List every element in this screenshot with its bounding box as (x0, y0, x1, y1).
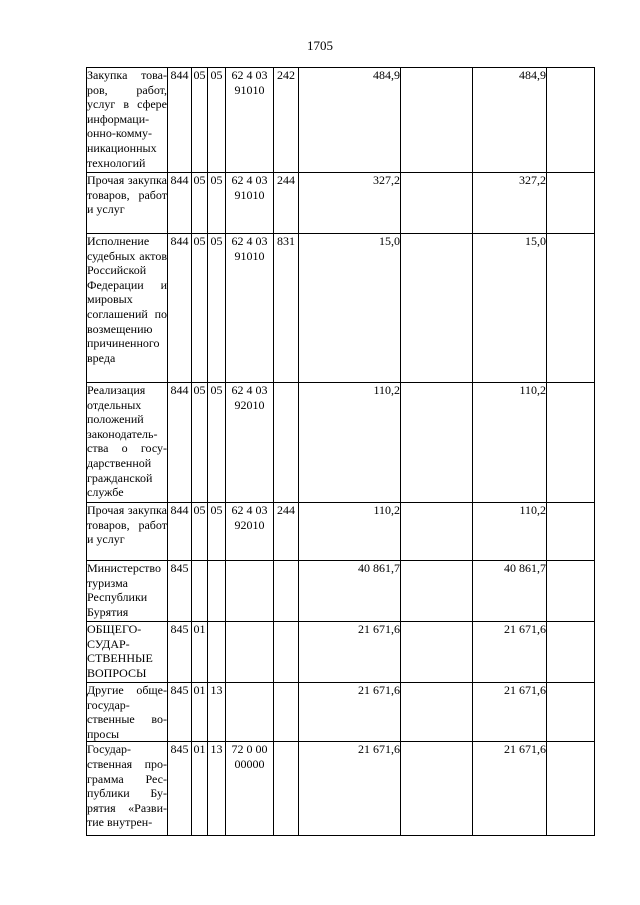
amount-extra (401, 503, 473, 561)
amount-last (547, 622, 595, 683)
section-code: 05 (192, 234, 208, 383)
table-row (87, 173, 595, 234)
subsection-code: 13 (208, 683, 226, 742)
target-article: 62 4 03 91010 (226, 234, 274, 383)
target-article (226, 561, 274, 622)
expense-type: 244 (274, 503, 299, 561)
row-name: Прочая закупка товаров, работ и услуг (87, 503, 168, 561)
ministry-code: 844 (168, 173, 192, 234)
expense-type (274, 683, 299, 742)
target-article: 62 4 03 91010 (226, 68, 274, 173)
expense-type (274, 742, 299, 836)
target-article (226, 683, 274, 742)
table-body (87, 68, 595, 836)
amount-total: 21 671,6 (473, 683, 547, 742)
amount-total: 484,9 (473, 68, 547, 173)
ministry-code: 844 (168, 503, 192, 561)
table-row (87, 742, 595, 836)
ministry-code: 844 (168, 383, 192, 503)
subsection-code: 05 (208, 68, 226, 173)
expense-type (274, 622, 299, 683)
amount: 110,2 (299, 503, 401, 561)
expense-type: 244 (274, 173, 299, 234)
table-row (87, 383, 595, 503)
amount: 15,0 (299, 234, 401, 383)
table-row (87, 683, 595, 742)
amount-total: 327,2 (473, 173, 547, 234)
section-code: 05 (192, 383, 208, 503)
amount-extra (401, 622, 473, 683)
ministry-code: 845 (168, 622, 192, 683)
target-article: 72 0 00 00000 (226, 742, 274, 836)
row-name: Государственная программа Республики Бурятия «Развитие внутрен- (87, 742, 168, 836)
subsection-code: 05 (208, 383, 226, 503)
expense-type (274, 383, 299, 503)
amount-total: 21 671,6 (473, 622, 547, 683)
section-code: 01 (192, 742, 208, 836)
row-name: Другие общегосударственные вопросы (87, 683, 167, 741)
ministry-code: 845 (168, 742, 192, 836)
row-name: Исполнение судебных актов Российской Федерации и мировых соглашений по возмещению причиненного вреда (87, 234, 168, 383)
amount-last (547, 683, 595, 742)
amount-total: 21 671,6 (473, 742, 547, 836)
expense-type: 831 (274, 234, 299, 383)
ministry-code: 845 (168, 683, 192, 742)
amount: 40 861,7 (299, 561, 401, 622)
amount-last (547, 742, 595, 836)
amount-total: 15,0 (473, 234, 547, 383)
section-code: 01 (192, 622, 208, 683)
budget-table (86, 67, 595, 836)
amount-last (547, 68, 595, 173)
table-row (87, 503, 595, 561)
row-name: Закупка товаров, работ, услуг в сфере информационно-коммуникационных технологий (87, 68, 168, 173)
amount-total: 110,2 (473, 383, 547, 503)
row-name: Министерство туризма Республики Бурятия (87, 561, 168, 622)
amount-extra (401, 68, 473, 173)
amount-total: 40 861,7 (473, 561, 547, 622)
amount-last (547, 503, 595, 561)
row-name: Прочая закупка товаров, работ и услуг (87, 173, 168, 234)
target-article (226, 622, 274, 683)
section-code: 01 (192, 683, 208, 742)
amount: 327,2 (299, 173, 401, 234)
amount-extra (401, 742, 473, 836)
table-row (87, 68, 595, 173)
target-article: 62 4 03 92010 (226, 503, 274, 561)
page-number: 1705 (307, 38, 333, 53)
expense-type (274, 561, 299, 622)
section-code: 05 (192, 68, 208, 173)
expense-type: 242 (274, 68, 299, 173)
amount-last (547, 383, 595, 503)
amount-total: 110,2 (473, 503, 547, 561)
amount: 21 671,6 (299, 742, 401, 836)
row-name: ОБЩЕГОСУДАРСТВЕННЫЕ ВОПРОСЫ (87, 622, 168, 683)
ministry-code: 844 (168, 68, 192, 173)
subsection-code (208, 561, 226, 622)
table-row (87, 561, 595, 622)
subsection-code: 13 (208, 742, 226, 836)
section-code: 05 (192, 503, 208, 561)
table-row (87, 234, 595, 383)
section-code (192, 561, 208, 622)
amount-extra (401, 173, 473, 234)
amount: 21 671,6 (299, 683, 401, 742)
amount-extra (401, 561, 473, 622)
section-code: 05 (192, 173, 208, 234)
amount-extra (401, 383, 473, 503)
subsection-code (208, 622, 226, 683)
amount-extra (401, 234, 473, 383)
subsection-code: 05 (208, 503, 226, 561)
subsection-code: 05 (208, 234, 226, 383)
target-article: 62 4 03 92010 (226, 383, 274, 503)
target-article: 62 4 03 91010 (226, 173, 274, 234)
table-row (87, 622, 595, 683)
amount: 484,9 (299, 68, 401, 173)
ministry-code: 845 (168, 561, 192, 622)
amount-last (547, 561, 595, 622)
ministry-code: 844 (168, 234, 192, 383)
amount-last (547, 173, 595, 234)
amount-extra (401, 683, 473, 742)
subsection-code: 05 (208, 173, 226, 234)
amount: 110,2 (299, 383, 401, 503)
amount-last (547, 234, 595, 383)
row-name: Реализация отдельных положений законодательства о государственной гражданской службе (87, 383, 168, 503)
amount: 21 671,6 (299, 622, 401, 683)
